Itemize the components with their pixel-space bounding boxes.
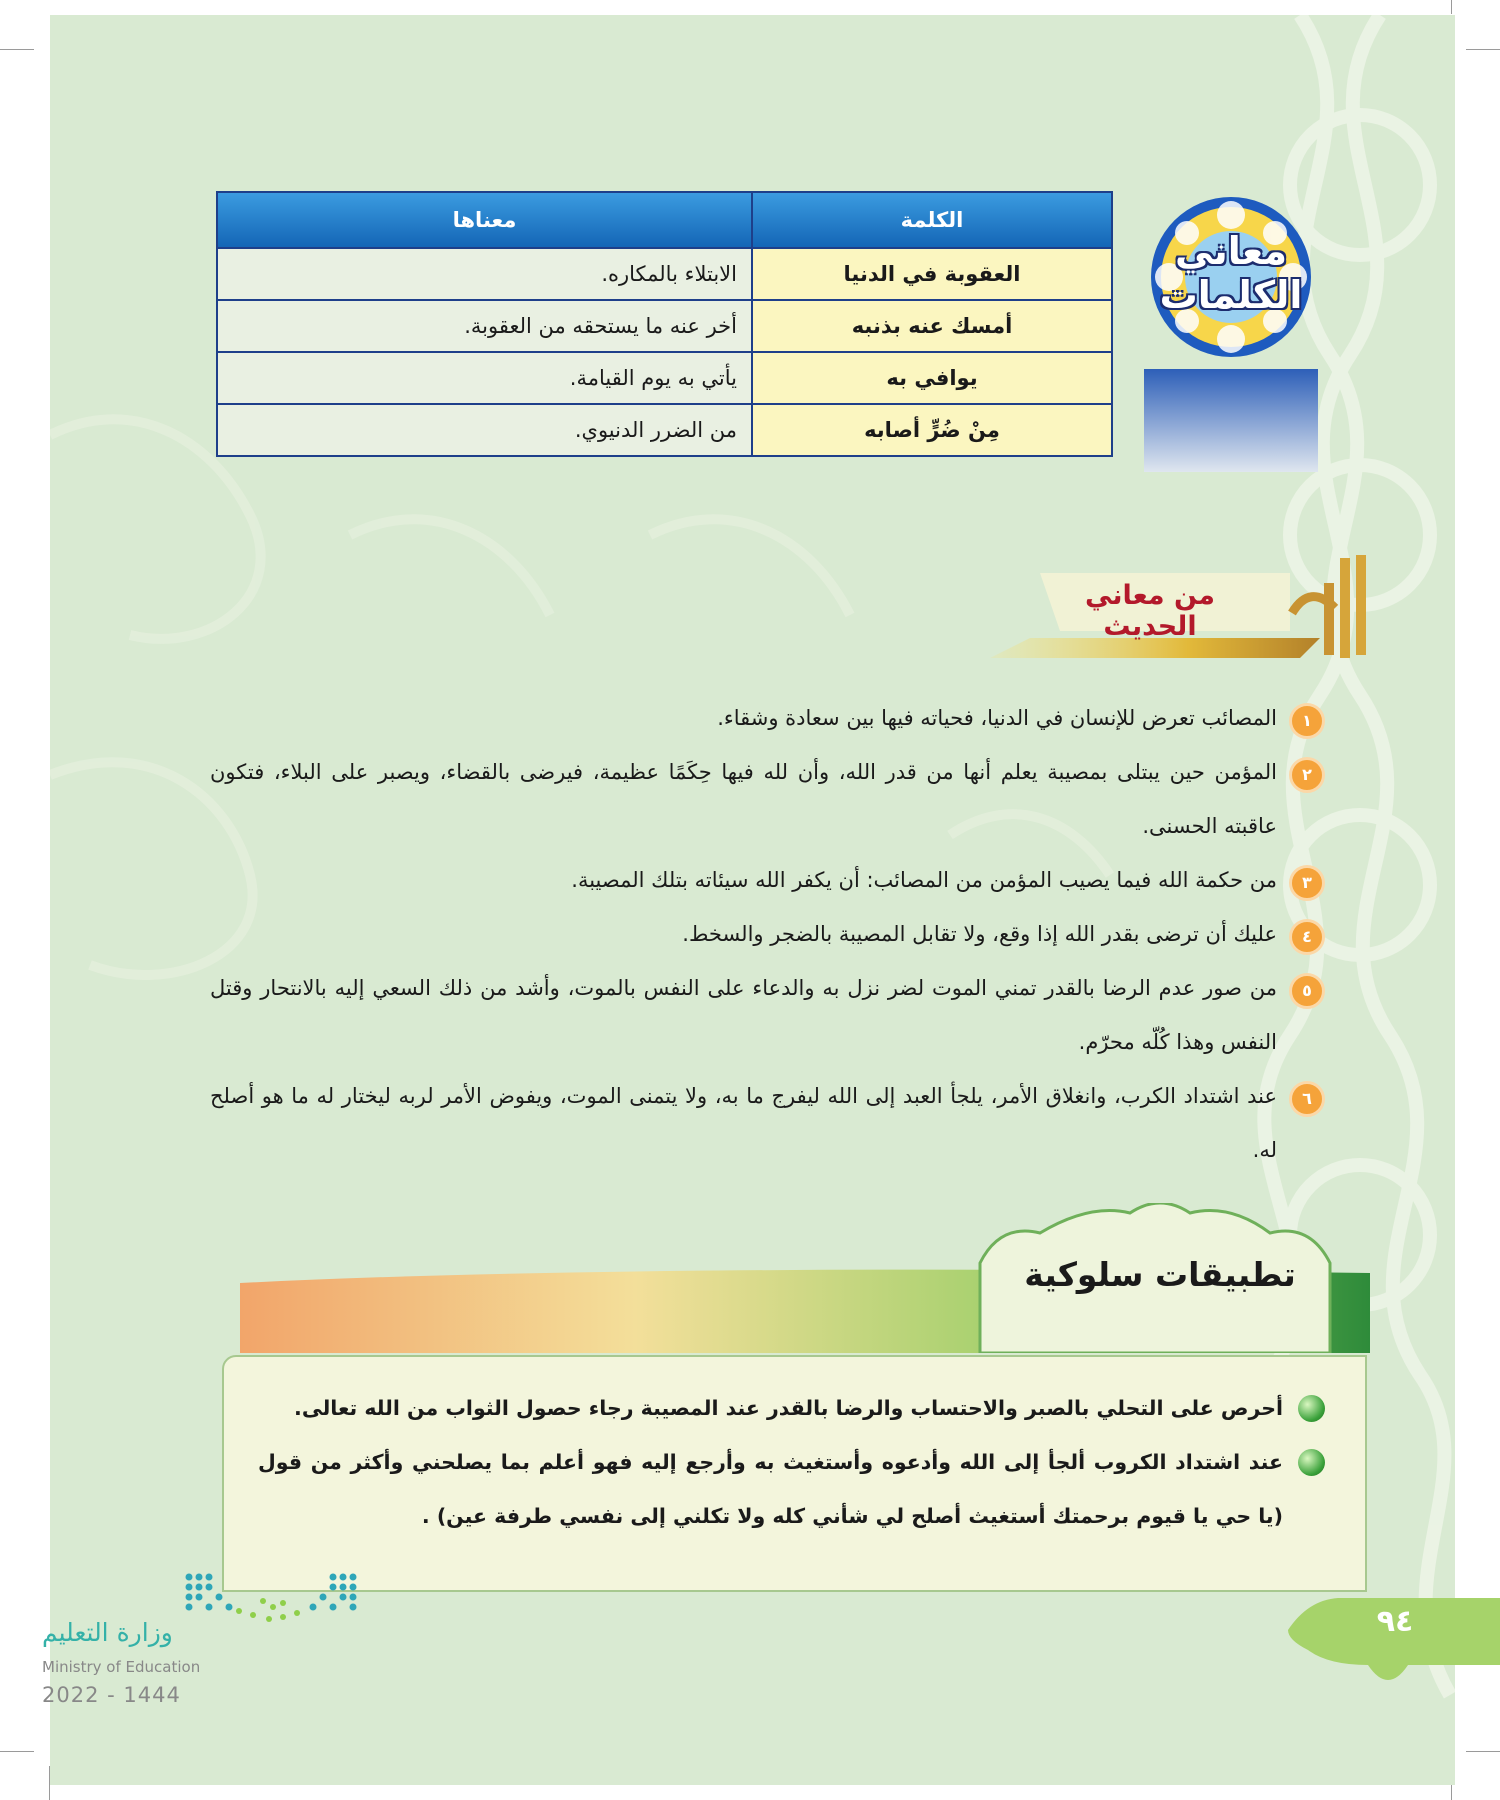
crop-mark [1466,1751,1500,1752]
edition-year: 2022 - 1444 [42,1683,181,1707]
crop-mark [0,1751,34,1752]
list-item [210,961,1325,1069]
ministry-name-arabic: وزارة التعليم [42,1618,173,1647]
table-header-row [217,192,1112,248]
word-cell: مِنْ ضُرٍّ أصابه [752,404,1112,456]
application-text: عند اشتداد الكروب ألجأ إلى الله وأدعوه وأستغيث به وأرجع إليه فهو أعلم بما يصلحني وأكثر من قول (يا حي يا قيوم برحمتك أستغيث أصلح لي شأني كله ولا تكلني إلى نفسي طرفة عين) . [258,1450,1283,1528]
list-item [210,691,1325,745]
number-badge: ٣ [1289,865,1325,901]
list-item [210,745,1325,853]
point-text: المصائب تعرض للإنسان في الدنيا، فحياته فيها بين سعادة وشقاء. [717,706,1277,730]
number-badge: ٥ [1289,973,1325,1009]
point-text: عليك أن ترضى بقدر الله إذا وقع، ولا تقابل المصيبة بالضجر والسخط. [682,922,1277,946]
table-row [217,300,1112,352]
word-cell: أمسك عنه بذنبه [752,300,1112,352]
list-item [210,853,1325,907]
table-row [217,404,1112,456]
section-title-hadith-meanings: من معاني الحديث [1085,580,1215,642]
list-item [210,907,1325,961]
section-title-applications: تطبيقات سلوكية [1024,1255,1296,1294]
number-badge: ٤ [1289,919,1325,955]
number-badge: ١ [1289,703,1325,739]
header-word: الكلمة [752,192,1112,248]
application-text: أحرص على التحلي بالصبر والاحتساب والرضا بالقدر عند المصيبة رجاء حصول الثواب من الله تعالى. [294,1396,1283,1420]
word-cell: العقوبة في الدنيا [752,248,1112,300]
meaning-cell: أخر عنه ما يستحقه من العقوبة. [217,300,752,352]
table-row [217,352,1112,404]
badge-label: معاني الكلمات [1159,229,1303,317]
number-badge: ٦ [1289,1081,1325,1117]
crop-mark [1451,0,1452,14]
page-number: ٩٤ [1376,1604,1414,1639]
hadith-points-list [210,691,1325,1177]
list-item [258,1435,1325,1543]
table-row [217,248,1112,300]
applications-box [222,1355,1367,1592]
ministry-name-english: Ministry of Education [42,1658,201,1676]
point-text: من حكمة الله فيما يصيب المؤمن من المصائب: أن يكفر الله سيئاته بتلك المصيبة. [571,868,1277,892]
list-item [210,1069,1325,1177]
word-cell: يوافي به [752,352,1112,404]
textbook-page [50,15,1455,1785]
point-text: عند اشتداد الكرب، وانغلاق الأمر، يلجأ العبد إلى الله ليفرج ما به، ولا يتمنى الموت، ويفوض الأمر لربه ليختار له ما هو أصلح له. [210,1084,1277,1162]
header-meaning: معناها [217,192,752,248]
green-bullet-icon [1298,1449,1325,1476]
list-item [258,1381,1325,1435]
crop-mark [1466,49,1500,50]
decorative-gradient-block [1144,369,1318,472]
meaning-cell: يأتي به يوم القيامة. [217,352,752,404]
meaning-cell: من الضرر الدنيوي. [217,404,752,456]
meaning-cell: الابتلاء بالمكاره. [217,248,752,300]
crop-mark [0,49,34,50]
green-bullet-icon [1298,1395,1325,1422]
number-badge: ٢ [1289,757,1325,793]
point-text: المؤمن حين يبتلى بمصيبة يعلم أنها من قدر الله، وأن لله فيها حِكَمًا عظيمة، فيرضى بالقضاء، ويصبر على البلاء، فتكون عاقبته الحسنى. [210,760,1277,838]
vocabulary-table [216,191,1113,457]
point-text: من صور عدم الرضا بالقدر تمني الموت لضر نزل به والدعاء على النفس بالموت، وأشد من ذلك السعي إليه بالانتحار وقتل النفس وهذا كُلّه محرّم. [210,976,1277,1054]
